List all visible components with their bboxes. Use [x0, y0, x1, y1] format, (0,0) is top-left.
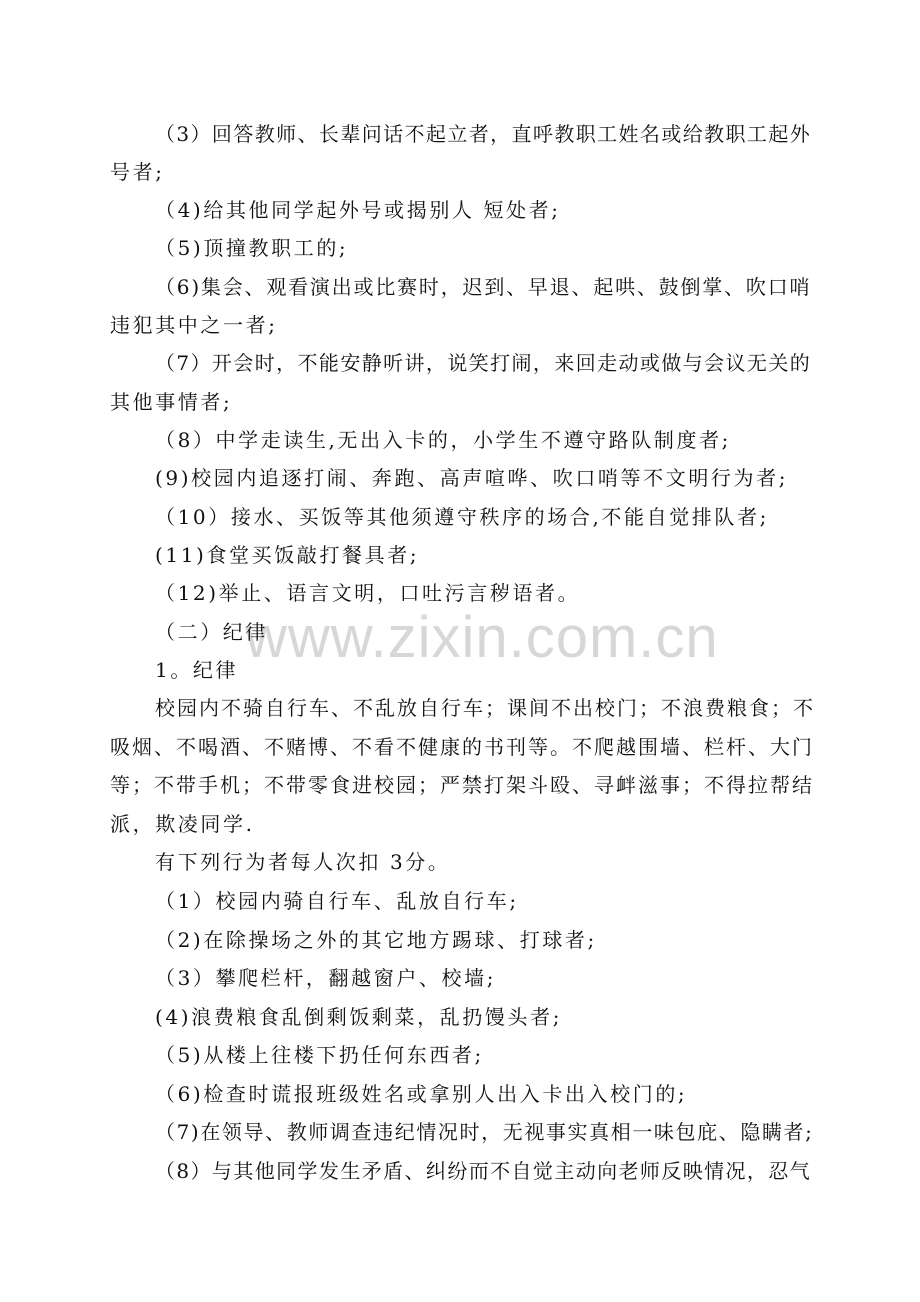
rule-item-7-line-2: 其他事情者;: [110, 390, 233, 414]
rule-item-7-line-1: （7）开会时，不能安静听讲，说笑打闹，来回走动或做与会议无关的: [155, 351, 812, 375]
rule-item-4: （4)给其他同学起外号或揭别人 短处者;: [155, 198, 561, 222]
rule-item-10: （10）接水、买饭等其他须遵守秩序的场合,不能自觉排队者;: [155, 505, 769, 529]
section-heading: （二）纪律: [155, 620, 268, 644]
discipline-item-3: （3）攀爬栏杆，翻越窗户、校墙;: [155, 966, 497, 990]
rule-item-3-line-2: 号者;: [110, 160, 165, 184]
rule-item-9: (9)校园内追逐打闹、奔跑、高声喧哗、吹口哨等不文明行为者;: [155, 466, 789, 490]
discipline-item-1: （1）校园内骑自行车、乱放自行车;: [155, 889, 519, 913]
discipline-item-6: （6)检查时谎报班级姓名或拿别人出入卡出入校门的;: [155, 1082, 688, 1106]
rule-item-5: （5)顶撞教职工的;: [155, 236, 349, 260]
discipline-item-8: （8）与其他同学发生矛盾、纠纷而不自觉主动向老师反映情况，忍气: [155, 1159, 812, 1183]
discipline-item-7: （7)在领导、教师调查违纪情况时，无视事实真相一味包庇、隐瞒者;: [155, 1120, 814, 1144]
rule-item-8: （8）中学走读生,无出入卡的，小学生不遵守路队制度者;: [155, 428, 732, 452]
discipline-item-5: （5)从楼上往楼下扔任何东西者;: [155, 1043, 484, 1067]
rule-item-6-line-1: （6)集会、观看演出或比赛时，迟到、早退、起哄、鼓倒掌、吹口哨: [155, 275, 812, 299]
watermark: www.zixin.com.cn: [245, 605, 719, 670]
rule-item-6-line-2: 违犯其中之一者;: [110, 313, 278, 337]
deduction-intro: 有下列行为者每人次扣 3分。: [155, 850, 451, 874]
discipline-item-2: （2)在除操场之外的其它地方踢球、打球者;: [155, 928, 597, 952]
paragraph-line-4: 派，欺凌同学.: [110, 812, 255, 836]
paragraph-line-1: 校园内不骑自行车、不乱放自行车；课间不出校门；不浪费粮食；不: [155, 696, 815, 720]
paragraph-line-2: 吸烟、不喝酒、不赌博、不看不健康的书刊等。不爬越围墙、栏杆、大门: [110, 735, 814, 759]
rule-item-11: (11)食堂买饭敲打餐具者;: [155, 543, 420, 567]
rule-item-3-line-1: （3）回答教师、长辈问话不起立者，直呼教职工姓名或给教职工起外: [155, 122, 812, 146]
paragraph-line-3: 等；不带手机；不带零食进校园；严禁打架斗殴、寻衅滋事；不得拉帮结: [110, 773, 814, 797]
subsection-heading: 1。纪律: [155, 658, 239, 682]
rule-item-12: （12)举止、语言文明，口吐污言秽语者。: [155, 581, 581, 605]
discipline-item-4: (4)浪费粮食乱倒剩饭剩菜，乱扔馒头者;: [155, 1005, 563, 1029]
